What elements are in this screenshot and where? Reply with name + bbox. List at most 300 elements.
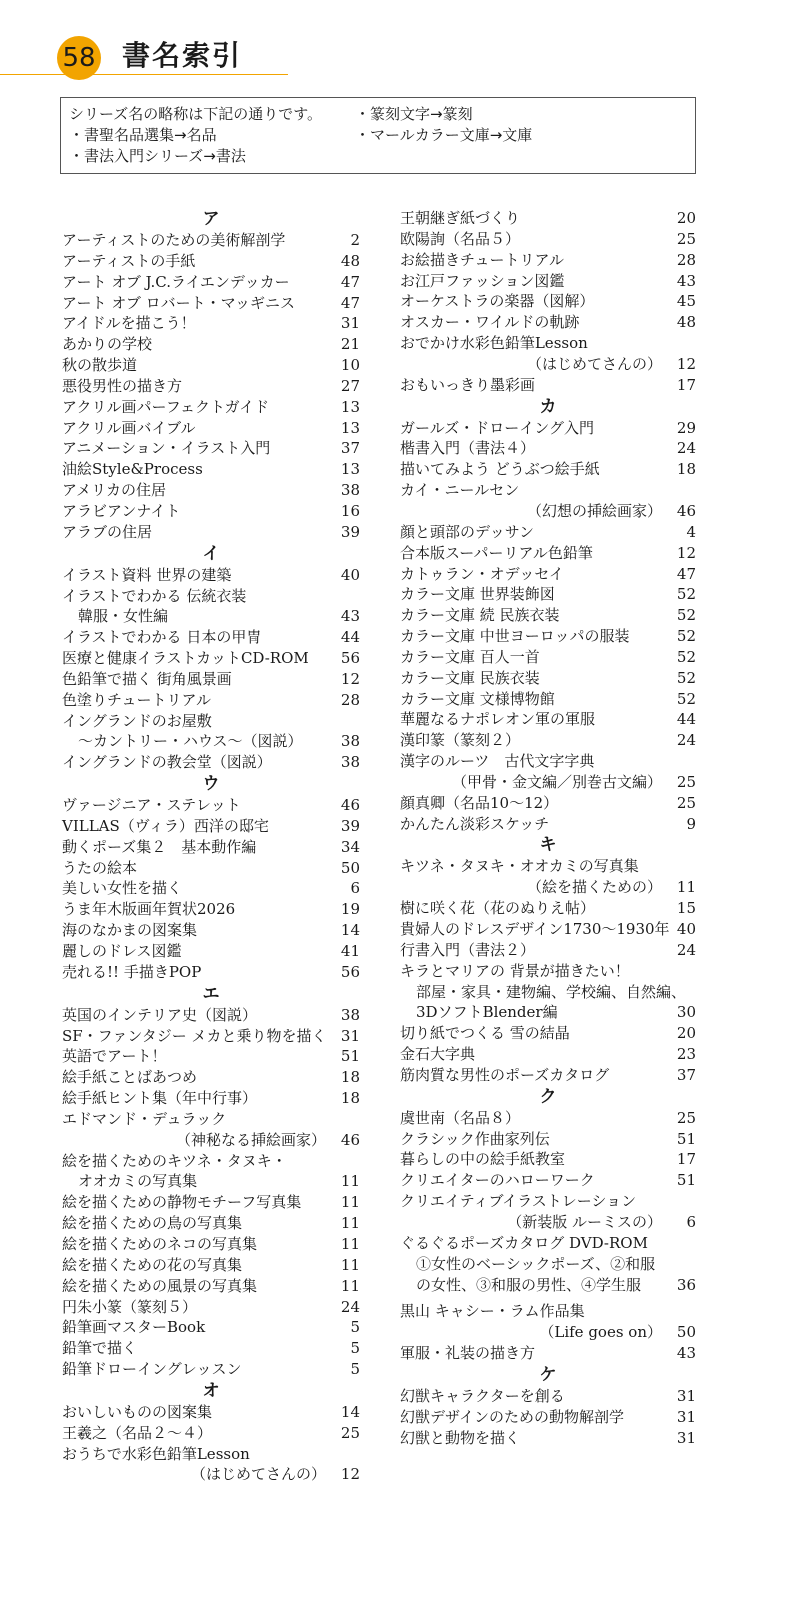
index-entry: [400, 898, 696, 919]
index-entry: [62, 1402, 360, 1423]
entry-title: 幻獣デザインのための動物解剖学: [400, 1407, 624, 1426]
index-entry: [62, 1109, 360, 1151]
entry-title: 漢印篆（篆刻２）: [400, 731, 521, 750]
index-entry: [62, 1255, 360, 1276]
page-title: 書名索引: [122, 39, 243, 72]
entry-title: イラスト資料 世界の建築: [62, 565, 232, 584]
entry-title: オーケストラの楽器（図解）: [400, 292, 595, 311]
entry-page-number: 36: [676, 1275, 696, 1294]
entry-title: かんたん淡彩スケッチ: [400, 814, 550, 833]
entry-page-number: 43: [340, 607, 360, 626]
entry-title: 王羲之（名品２～４）: [62, 1423, 213, 1442]
entry-page-number: 25: [676, 793, 696, 812]
entry-page-number: 50: [340, 858, 360, 877]
entry-title: 幻獣キャラクターを創る: [400, 1386, 565, 1405]
entry-page-number: 39: [340, 522, 360, 541]
entry-title: 売れる!! 手描きPOP: [62, 962, 202, 981]
index-entry: [62, 438, 360, 459]
index-entry: [400, 522, 696, 543]
entry-title: 麗しのドレス図鑑: [62, 942, 182, 960]
index-entry: [400, 229, 696, 250]
index-entry: [62, 1151, 360, 1193]
index-entry: [62, 334, 360, 355]
index-entry: [62, 1067, 360, 1088]
entry-title: お絵描きチュートリアル: [400, 250, 564, 269]
index-entry: [400, 480, 696, 522]
entry-page-number: 18: [340, 1068, 360, 1087]
entry-page-number: 18: [340, 1089, 360, 1108]
index-entry: [62, 459, 360, 480]
entry-title: イングランドの教会堂（図説）: [62, 753, 272, 772]
index-entry: [62, 230, 360, 251]
entry-page-number: 52: [676, 647, 696, 666]
entry-page-number: 43: [676, 1344, 696, 1363]
entry-title: 絵を描くためのキツネ・タヌキ・: [62, 1151, 287, 1170]
entry-page-number: 51: [340, 1047, 360, 1066]
entry-title: カラー文庫 中世ヨーロッパの服装: [400, 627, 630, 646]
entry-page-number: 46: [340, 1130, 360, 1149]
entry-title: 海のなかまの図案集: [62, 921, 198, 940]
index-entry: [62, 313, 360, 334]
index-entry: [400, 1233, 696, 1296]
entry-page-number: 28: [676, 250, 696, 269]
entry-page-number: 56: [340, 649, 360, 668]
index-entry: [400, 919, 696, 940]
entry-title: 油絵Style&Process: [62, 460, 203, 479]
entry-page-number: 28: [340, 690, 360, 709]
entry-title: 絵を描くための静物モチーフ写真集: [62, 1193, 302, 1212]
entry-page-number: 56: [340, 962, 360, 981]
index-entry: [400, 291, 696, 312]
index-entry: [62, 1026, 360, 1047]
entry-title: 動くポーズ集２ 基本動作編: [62, 837, 257, 856]
index-entry: [62, 669, 360, 690]
index-entry: [400, 751, 696, 793]
entry-page-number: 13: [340, 418, 360, 437]
notice-right-column: [355, 104, 532, 146]
notice-left-column: [69, 104, 322, 167]
entry-title: 楷書入門（書法４）: [400, 439, 536, 458]
entry-title: クラシック作曲家列伝: [400, 1129, 550, 1148]
entry-title: 金石大字典: [400, 1045, 476, 1064]
entry-page-number: 4: [686, 522, 696, 541]
index-entry: [400, 1170, 696, 1191]
entry-title: 色鉛筆で描く 街角風景画: [62, 669, 232, 688]
entry-title: 絵を描くためのネコの写真集: [62, 1234, 258, 1253]
index-entry: [400, 543, 696, 564]
index-entry: [400, 814, 696, 835]
entry-title: 色塗りチュートリアル: [62, 690, 211, 709]
entry-title: カトゥラン・オデッセイ: [400, 564, 564, 583]
index-column-right: [400, 208, 696, 1448]
notice-line: ・書聖名品選集→名品: [69, 126, 217, 144]
section-heading: ケ: [539, 1364, 557, 1385]
entry-title: 描いてみよう どうぶつ絵手紙: [400, 460, 600, 479]
section-heading: エ: [202, 983, 220, 1004]
entry-page-number: 41: [340, 942, 360, 960]
entry-page-number: 6: [686, 1212, 696, 1231]
entry-page-number: 14: [340, 921, 360, 940]
entry-title: 医療と健康イラストカットCD-ROM: [62, 649, 309, 668]
entry-page-number: 11: [340, 1193, 360, 1212]
index-entry: [62, 1234, 360, 1255]
entry-title: おいしいものの図案集: [62, 1402, 213, 1421]
index-column-left: [62, 208, 360, 1485]
section-heading: キ: [539, 835, 557, 856]
entry-title: うま年木版画年賀状2026: [62, 900, 236, 919]
entry-title: うたの絵本: [62, 858, 138, 877]
index-entry: [62, 397, 360, 418]
entry-title-continued: ～カントリー・ハウス～（図説）: [78, 732, 303, 751]
index-entry: [62, 1359, 360, 1380]
entry-title: 王朝継ぎ紙づくり: [400, 209, 521, 227]
entry-title: 華麗なるナポレオン軍の軍服: [400, 710, 596, 729]
entry-page-number: 43: [676, 271, 696, 290]
section-heading: イ: [202, 543, 220, 564]
index-entry: [400, 564, 696, 585]
index-entry: [62, 565, 360, 586]
entry-title: アクリル画パーフェクトガイド: [62, 397, 270, 416]
entry-title: 欧陽詢（名品５）: [400, 229, 521, 248]
index-entry: [400, 1191, 696, 1233]
index-entry: [62, 711, 360, 753]
index-entry: [400, 438, 696, 459]
entry-title: アイドルを描こう！: [62, 314, 196, 333]
entry-page-number: 15: [676, 899, 696, 918]
index-entry: [62, 627, 360, 648]
index-entry: [400, 730, 696, 751]
index-entry: [400, 1129, 696, 1150]
entry-title: SF・ファンタジー メカと乗り物を描く: [62, 1026, 327, 1045]
entry-title: おうちで水彩色鉛筆Lesson: [62, 1444, 250, 1463]
page-header: [0, 36, 300, 76]
entry-title: アート オブ J.C.ライエンデッカー: [62, 272, 290, 291]
entry-page-number: 20: [676, 1024, 696, 1043]
index-entry: [62, 795, 360, 816]
index-entry: [400, 1343, 696, 1364]
index-entry: [62, 899, 360, 920]
index-entry: [62, 941, 360, 962]
section-heading: カ: [539, 396, 557, 417]
entry-title: 暮らしの中の絵手紙教室: [400, 1150, 566, 1169]
entry-title: アラブの住居: [62, 522, 153, 541]
entry-title: 漢字のルーツ 古代文字字典: [400, 752, 595, 771]
index-entry: [62, 1046, 360, 1067]
index-entry: [400, 856, 696, 898]
entry-page-number: 13: [340, 460, 360, 479]
entry-title: カラー文庫 世界装飾図: [400, 585, 555, 604]
index-entry: [400, 584, 696, 605]
entry-title: VILLAS（ヴィラ）西洋の邸宅: [62, 816, 269, 835]
entry-title: お江戸ファッション図鑑: [400, 271, 565, 290]
entry-page-number: 37: [340, 439, 360, 458]
entry-title: 絵手紙ヒント集（年中行事）: [62, 1089, 258, 1108]
entry-page-number: 11: [676, 878, 696, 897]
entry-page-number: 5: [350, 1339, 360, 1358]
entry-title-continued: 韓服・女性編: [78, 607, 169, 626]
entry-title: 絵を描くための鳥の写真集: [62, 1214, 243, 1233]
notice-line: ・書法入門シリーズ→書法: [69, 147, 246, 165]
index-entry: [400, 1023, 696, 1044]
entry-title: 鉛筆で描く: [62, 1339, 138, 1358]
entry-page-number: 21: [340, 335, 360, 354]
entry-page-number: 10: [340, 356, 360, 375]
entry-title: 英国のインテリア史（図説）: [62, 1005, 258, 1024]
entry-page-number: 34: [340, 837, 360, 856]
index-entry: [400, 1428, 696, 1449]
entry-page-number: 45: [676, 292, 696, 311]
entry-title-continued: （甲骨・金文編／別巻古文編）: [451, 772, 662, 791]
entry-page-number: 46: [676, 501, 696, 520]
section-heading: ウ: [202, 774, 220, 795]
entry-page-number: 52: [676, 585, 696, 604]
entry-page-number: 31: [340, 314, 360, 333]
index-entry: [62, 586, 360, 628]
index-entry: [62, 418, 360, 439]
entry-page-number: 25: [676, 772, 696, 791]
entry-title: イラストでわかる 伝統衣装: [62, 586, 247, 605]
entry-title-continued: （新装版 ルーミスの）: [507, 1212, 662, 1231]
entry-page-number: 40: [340, 565, 360, 584]
index-entry: [62, 272, 360, 293]
entry-page-number: 27: [340, 376, 360, 395]
section-heading: ア: [202, 209, 220, 229]
entry-page-number: 24: [676, 731, 696, 750]
entry-page-number: 48: [676, 313, 696, 332]
entry-page-number: 39: [340, 816, 360, 835]
index-entry: [400, 668, 696, 689]
entry-page-number: 11: [340, 1255, 360, 1274]
entry-title: 絵を描くための花の写真集: [62, 1255, 243, 1274]
entry-title: アメリカの住居: [62, 481, 166, 500]
index-entry: [62, 251, 360, 272]
index-entry: [62, 858, 360, 879]
entry-page-number: 52: [676, 668, 696, 687]
entry-title: 筋肉質な男性のポーズカタログ: [400, 1065, 610, 1084]
entry-title: 英語でアート！: [62, 1047, 167, 1066]
index-entry: [400, 940, 696, 961]
entry-page-number: 31: [676, 1428, 696, 1447]
index-entry: [62, 376, 360, 397]
entry-title: 鉛筆画マスターBook: [62, 1318, 206, 1337]
entry-title: ぐるぐるポーズカタログ DVD-ROM: [400, 1233, 648, 1252]
index-entry: [62, 1276, 360, 1297]
entry-page-number: 13: [340, 397, 360, 416]
entry-title-continued: （神秘なる挿絵画家）: [175, 1130, 326, 1149]
entry-page-number: 47: [340, 272, 360, 291]
index-entry: [400, 250, 696, 271]
entry-page-number: 31: [676, 1407, 696, 1426]
index-entry: [62, 522, 360, 543]
index-entry: [400, 333, 696, 375]
entry-page-number: 38: [340, 481, 360, 500]
index-entry: [400, 1301, 696, 1343]
entry-page-number: 9: [686, 814, 696, 833]
entry-title: カラー文庫 文様博物館: [400, 689, 555, 708]
index-entry: [62, 1297, 360, 1318]
entry-title-continued: （Life goes on）: [539, 1323, 662, 1342]
entry-page-number: 47: [676, 564, 696, 583]
entry-title: オスカー・ワイルドの軌跡: [400, 313, 580, 332]
entry-page-number: 38: [340, 753, 360, 772]
index-entry: [62, 1338, 360, 1359]
entry-page-number: 12: [676, 354, 696, 373]
entry-title: おでかけ水彩色鉛筆Lesson: [400, 334, 588, 353]
entry-page-number: 5: [350, 1360, 360, 1379]
entry-page-number: 2: [350, 231, 360, 249]
index-entry: [400, 459, 696, 480]
entry-page-number: 11: [340, 1214, 360, 1233]
entry-title: 貴婦人のドレスデザイン1730～1930年: [400, 920, 670, 938]
entry-page-number: 52: [676, 627, 696, 646]
notice-line: ・篆刻文字→篆刻: [355, 105, 473, 123]
entry-page-number: 11: [340, 1276, 360, 1295]
index-entry: [400, 418, 696, 439]
index-entry: [400, 271, 696, 292]
entry-page-number: 6: [350, 879, 360, 898]
entry-title: 虞世南（名品８）: [400, 1108, 521, 1127]
notice-line: ・マールカラー文庫→文庫: [355, 126, 533, 144]
entry-title: ガールズ・ドローイング入門: [400, 418, 594, 437]
entry-title: キラとマリアの 背景が描きたい！: [400, 961, 630, 980]
entry-page-number: 52: [676, 606, 696, 625]
entry-page-number: 17: [676, 375, 696, 394]
index-entry: [62, 501, 360, 522]
index-entry: [400, 961, 696, 1024]
entry-title-continued: の女性、③和服の男性、④学生服: [416, 1275, 642, 1294]
entry-title: イングランドのお屋敷: [62, 711, 212, 730]
entry-title: 幻獣と動物を描く: [400, 1428, 521, 1447]
entry-title: 切り紙でつくる 雪の結晶: [400, 1024, 570, 1043]
index-entry: [62, 1192, 360, 1213]
entry-page-number: 47: [340, 293, 360, 312]
index-entry: [400, 605, 696, 626]
index-entry: [62, 293, 360, 314]
entry-page-number: 44: [676, 710, 696, 729]
entry-title-continued: （はじめてさんの）: [526, 354, 662, 373]
entry-title: カラー文庫 民族衣装: [400, 668, 540, 687]
entry-title-continued: ①女性のベーシックポーズ、②和服: [416, 1254, 656, 1273]
index-entry: [400, 375, 696, 396]
entry-page-number: 24: [676, 439, 696, 458]
entry-title: キツネ・タヌキ・オオカミの写真集: [400, 857, 639, 876]
entry-page-number: 31: [676, 1386, 696, 1405]
entry-page-number: 25: [676, 1108, 696, 1127]
index-entry: [400, 793, 696, 814]
entry-title: 顔真卿（名品10～12）: [400, 793, 559, 812]
entry-page-number: 12: [340, 669, 360, 688]
entry-title: 合本版スーパーリアル色鉛筆: [400, 543, 593, 562]
entry-title-continued: （絵を描くための）: [526, 878, 662, 897]
index-entry: [62, 837, 360, 858]
entry-title: 鉛筆ドローイングレッスン: [62, 1360, 242, 1379]
entry-page-number: 30: [676, 1003, 696, 1022]
index-entry: [400, 647, 696, 668]
entry-page-number: 38: [340, 1005, 360, 1024]
entry-page-number: 37: [676, 1065, 696, 1084]
entry-title: 絵手紙ことばあつめ: [62, 1068, 198, 1087]
index-entry: [400, 1108, 696, 1129]
entry-title: ヴァージニア・ステレット: [62, 796, 241, 815]
entry-title: 軍服・礼装の描き方: [400, 1344, 536, 1363]
entry-page-number: 17: [676, 1150, 696, 1169]
entry-page-number: 11: [340, 1172, 360, 1191]
entry-title-continued: （はじめてさんの）: [190, 1465, 326, 1484]
entry-title: 樹に咲く花（花のぬりえ帖）: [400, 899, 596, 918]
entry-page-number: 12: [676, 543, 696, 562]
entry-page-number: 44: [340, 628, 360, 647]
index-entry: [400, 1044, 696, 1065]
index-entry: [62, 816, 360, 837]
index-entry: [400, 1407, 696, 1428]
entry-title: アーティストの手紙: [62, 251, 196, 270]
index-entry: [62, 920, 360, 941]
abbreviation-notice: [60, 97, 696, 174]
index-entry: [62, 1444, 360, 1486]
entry-title: 行書入門（書法２）: [400, 940, 536, 959]
entry-title-continued: 部屋・家具・建物編、学校編、自然編、: [416, 982, 687, 1001]
entry-title: アニメーション・イラスト入門: [62, 439, 271, 458]
index-entry: [400, 1386, 696, 1407]
entry-title: クリエイターのハローワーク: [400, 1171, 595, 1190]
entry-page-number: 12: [340, 1465, 360, 1484]
section-heading: ク: [539, 1086, 557, 1107]
entry-page-number: 50: [676, 1323, 696, 1342]
entry-page-number: 38: [340, 732, 360, 751]
entry-title: 美しい女性を描く: [62, 879, 183, 898]
section-heading: オ: [202, 1380, 220, 1401]
entry-page-number: 46: [340, 796, 360, 815]
entry-page-number: 14: [340, 1402, 360, 1421]
entry-title: あかりの学校: [62, 335, 153, 354]
entry-title: アラビアンナイト: [62, 501, 181, 520]
entry-page-number: 25: [676, 229, 696, 248]
entry-title: 黒山 キャシー・ラム作品集: [400, 1302, 585, 1321]
entry-title: アクリル画バイブル: [62, 418, 196, 437]
header-rule: [0, 74, 288, 75]
index-entry: [62, 1005, 360, 1026]
index-entry: [400, 626, 696, 647]
notice-line: シリーズ名の略称は下記の通りです。: [69, 105, 323, 123]
entry-page-number: 31: [340, 1026, 360, 1045]
index-entry: [62, 690, 360, 711]
entry-page-number: 24: [340, 1297, 360, 1316]
entry-title: 絵を描くための風景の写真集: [62, 1276, 258, 1295]
entry-title-continued: 3DソフトBlender編: [416, 1003, 558, 1022]
entry-title: 円朱小篆（篆刻５）: [62, 1297, 198, 1316]
index-entry: [62, 480, 360, 501]
entry-title: 悪役男性の描き方: [62, 376, 183, 395]
entry-title: クリエイティブイラストレーション: [400, 1192, 637, 1211]
entry-page-number: 52: [676, 689, 696, 708]
entry-title: イラストでわかる 日本の甲冑: [62, 628, 262, 647]
index-entry: [62, 648, 360, 669]
entry-page-number: 23: [676, 1045, 696, 1064]
entry-title: カラー文庫 百人一首: [400, 647, 540, 666]
entry-title-continued: （幻想の挿絵画家）: [526, 501, 662, 520]
entry-title-continued: オオカミの写真集: [78, 1172, 198, 1191]
entry-page-number: 51: [676, 1129, 696, 1148]
entry-page-number: 5: [350, 1318, 360, 1337]
entry-page-number: 25: [340, 1423, 360, 1442]
index-entry: [400, 1149, 696, 1170]
index-entry: [62, 355, 360, 376]
entry-page-number: 24: [676, 940, 696, 959]
entry-page-number: 16: [340, 501, 360, 520]
entry-page-number: 20: [676, 209, 696, 227]
entry-title: アーティストのための美術解剖学: [62, 231, 286, 249]
entry-page-number: 51: [676, 1171, 696, 1190]
